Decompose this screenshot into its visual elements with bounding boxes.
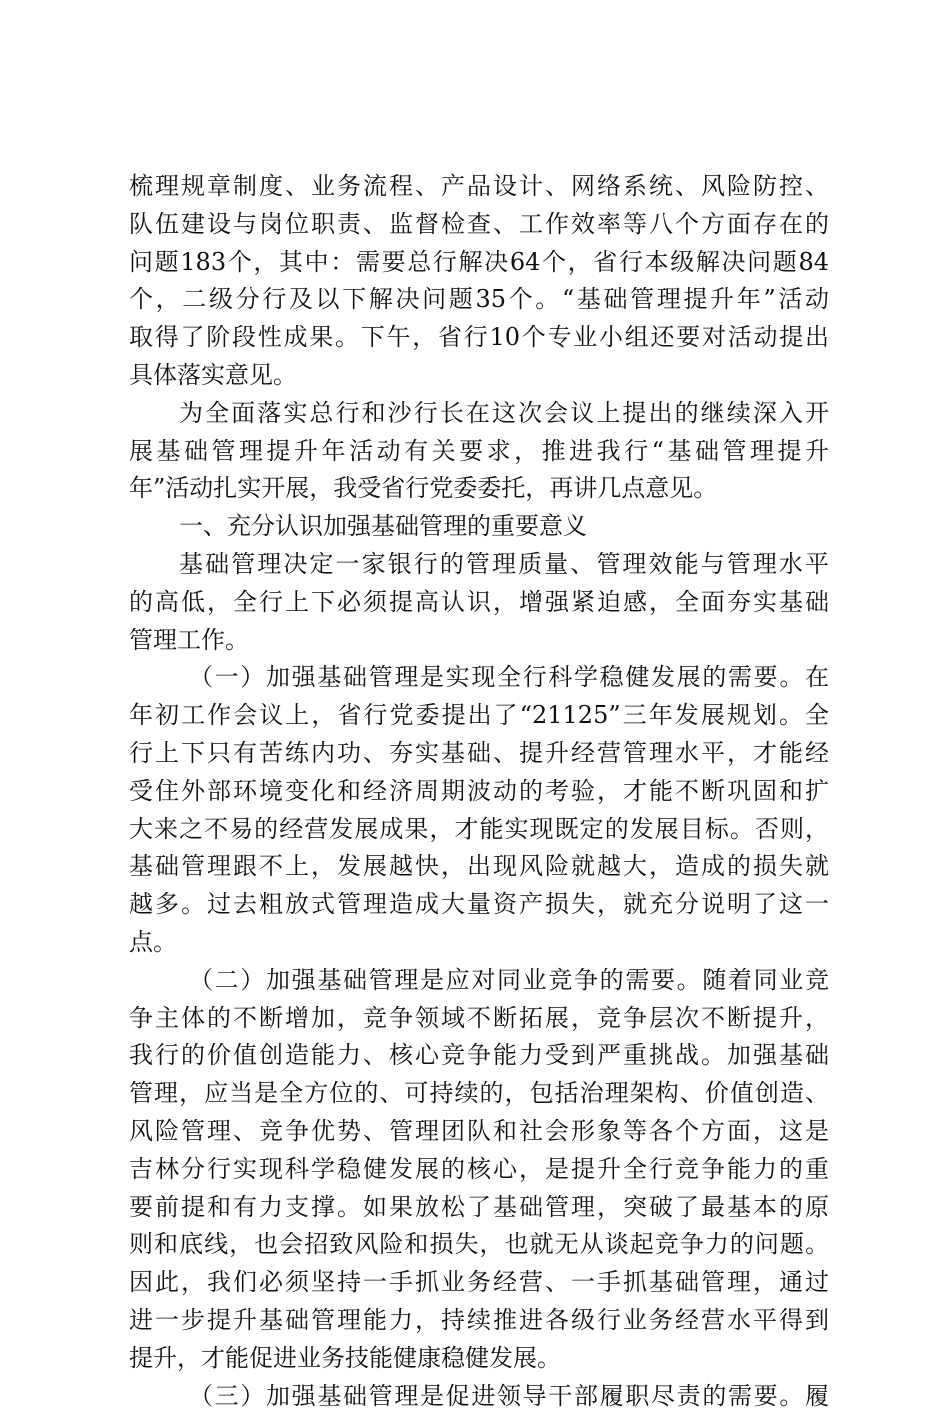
- text-line: 年”活动扎实开展，我受省行党委委托，再讲几点意见。: [129, 470, 829, 508]
- text-line: 基础管理决定一家银行的管理质量、管理效能与管理水平: [129, 546, 829, 584]
- text-line: 管理，应当是全方位的、可持续的，包括治理架构、价值创造、: [129, 1075, 829, 1113]
- document-body: [129, 168, 829, 1415]
- text-line: （三）加强基础管理是促进领导干部履职尽责的需要。履: [129, 1378, 829, 1415]
- text-line: 梳理规章制度、业务流程、产品设计、网络系统、风险防控、: [129, 168, 829, 206]
- text-line: 管理工作。: [129, 622, 829, 660]
- text-line: （一）加强基础管理是实现全行科学稳健发展的需要。在: [129, 659, 829, 697]
- text-line: 展基础管理提升年活动有关要求，推进我行“基础管理提升: [129, 433, 829, 471]
- text-line: 则和底线，也会招致风险和损失，也就无从谈起竞争力的问题。: [129, 1226, 829, 1264]
- text-line: 队伍建设与岗位职责、监督检查、工作效率等八个方面存在的: [129, 206, 829, 244]
- text-line: 点。: [129, 924, 829, 962]
- text-line: 问题183个，其中：需要总行解决64个，省行本级解决问题84: [129, 244, 829, 282]
- text-line: 进一步提升基础管理能力，持续推进各级行业务经营水平得到: [129, 1302, 829, 1340]
- text-line: 取得了阶段性成果。下午，省行10个专业小组还要对活动提出: [129, 319, 829, 357]
- text-line: 受住外部环境变化和经济周期波动的考验，才能不断巩固和扩: [129, 773, 829, 811]
- text-line: 具体落实意见。: [129, 357, 829, 395]
- text-line: （二）加强基础管理是应对同业竞争的需要。随着同业竞: [129, 962, 829, 1000]
- text-line: 争主体的不断增加，竞争领域不断拓展，竞争层次不断提升，: [129, 1000, 829, 1038]
- text-line: 的高低，全行上下必须提高认识，增强紧迫感，全面夯实基础: [129, 584, 829, 622]
- text-line: 大来之不易的经营发展成果，才能实现既定的发展目标。否则，: [129, 811, 829, 849]
- text-line: 提升，才能促进业务技能健康稳健发展。: [129, 1340, 829, 1378]
- text-line: 行上下只有苦练内功、夯实基础、提升经营管理水平，才能经: [129, 735, 829, 773]
- text-line: 个，二级分行及以下解决问题35个。“基础管理提升年”活动: [129, 281, 829, 319]
- text-line: 年初工作会议上，省行党委提出了“21125”三年发展规划。全: [129, 697, 829, 735]
- text-line: 我行的价值创造能力、核心竞争能力受到严重挑战。加强基础: [129, 1037, 829, 1075]
- text-line: 基础管理跟不上，发展越快，出现风险就越大，造成的损失就: [129, 848, 829, 886]
- text-line: 为全面落实总行和沙行长在这次会议上提出的继续深入开: [129, 395, 829, 433]
- text-line: 吉林分行实现科学稳健发展的核心，是提升全行竞争能力的重: [129, 1151, 829, 1189]
- text-line: 因此，我们必须坚持一手抓业务经营、一手抓基础管理，通过: [129, 1264, 829, 1302]
- text-line: 越多。过去粗放式管理造成大量资产损失，就充分说明了这一: [129, 886, 829, 924]
- text-line: 风险管理、竞争优势、管理团队和社会形象等各个方面，这是: [129, 1113, 829, 1151]
- text-line: 一、充分认识加强基础管理的重要意义: [129, 508, 829, 546]
- text-line: 要前提和有力支撑。如果放松了基础管理，突破了最基本的原: [129, 1189, 829, 1227]
